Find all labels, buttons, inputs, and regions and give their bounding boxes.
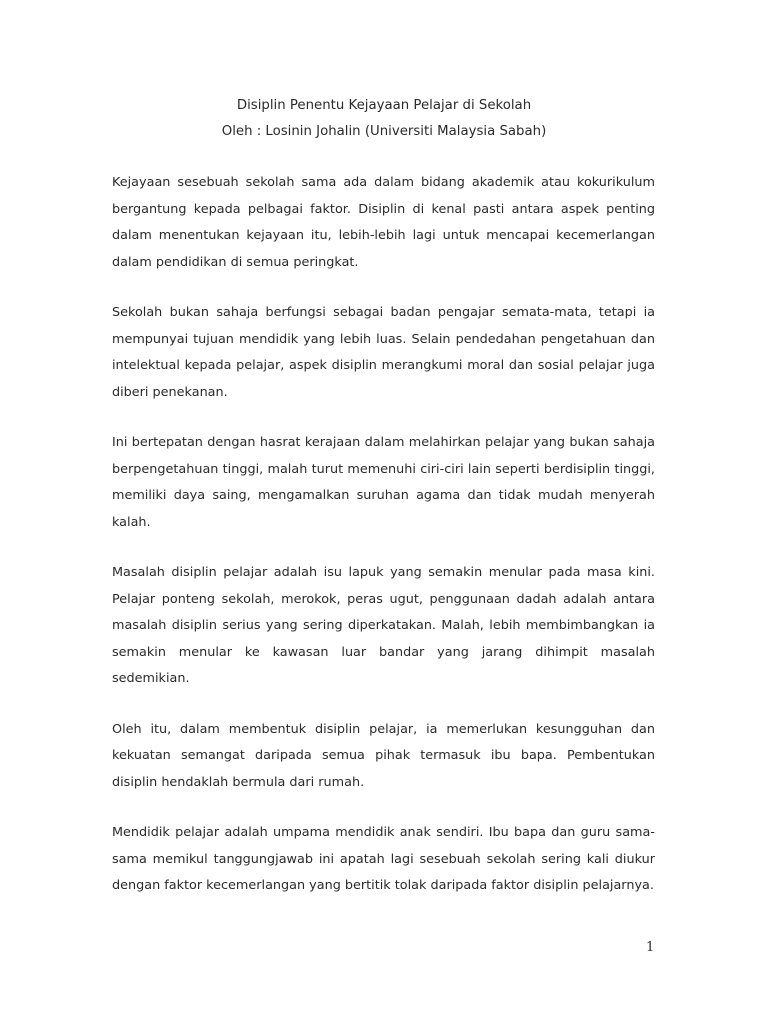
paragraph-2: Sekolah bukan sahaja berfungsi sebagai badan pengajar semata-mata, tetapi ia mempunyai tujuan mendidik yang lebih luas. Selain pendedahan pengetahuan dan intelektual kepada pelajar, aspek disiplin merangkumi moral dan sosial pelajar juga diberi penekanan. bbox=[112, 305, 655, 400]
paragraph-6: Mendidik pelajar adalah umpama mendidik anak sendiri. Ibu bapa dan guru sama-sama memikul tanggungjawab ini apatah lagi sesebuah sekolah sering kali diukur dengan faktor kecemerlangan yang bertitik tolak daripada faktor disiplin pelajarnya. bbox=[112, 825, 655, 893]
page-number: 1 bbox=[646, 940, 655, 955]
author-line: Oleh : Losinin Johalin (Universiti Malaysia Sabah) bbox=[221, 124, 547, 139]
document-body bbox=[112, 170, 655, 924]
paragraph-1: Kejayaan sesebuah sekolah sama ada dalam bidang akademik atau kokurikulum bergantung kepada pelbagai faktor. Disiplin di kenal pasti antara aspek penting dalam menentukan kejayaan itu, lebih-lebih lagi untuk mencapai kecemerlangan dalam pendidikan di semua peringkat. bbox=[112, 175, 655, 270]
paragraph-5: Oleh itu, dalam membentuk disiplin pelajar, ia memerlukan kesungguhan dan kekuatan semangat daripada semua pihak termasuk ibu bapa. Pembentukan disiplin hendaklah bermula dari rumah. bbox=[112, 721, 655, 790]
paragraph-3: Ini bertepatan dengan hasrat kerajaan dalam melahirkan pelajar yang bukan sahaja berpengetahuan tinggi, malah turut memenuhi ciri-ciri lain seperti berdisiplin tinggi, memiliki daya saing, mengamalkan suruhan agama dan tidak mudah menyerah kalah. bbox=[112, 435, 655, 530]
paragraph-4: Masalah disiplin pelajar adalah isu lapuk yang semakin menular pada masa kini. Pelajar ponteng sekolah, merokok, peras ugut, penggunaan dadah adalah antara masalah disiplin serius yang sering diperkatakan. Malah, lebih membimbangkan ia semakin menular ke kawasan luar bandar yang jarang dihimpit masalah sedemikian. bbox=[112, 565, 655, 686]
document-header bbox=[0, 93, 768, 145]
document-title: Disiplin Penentu Kejayaan Pelajar di Sekolah bbox=[236, 98, 532, 113]
